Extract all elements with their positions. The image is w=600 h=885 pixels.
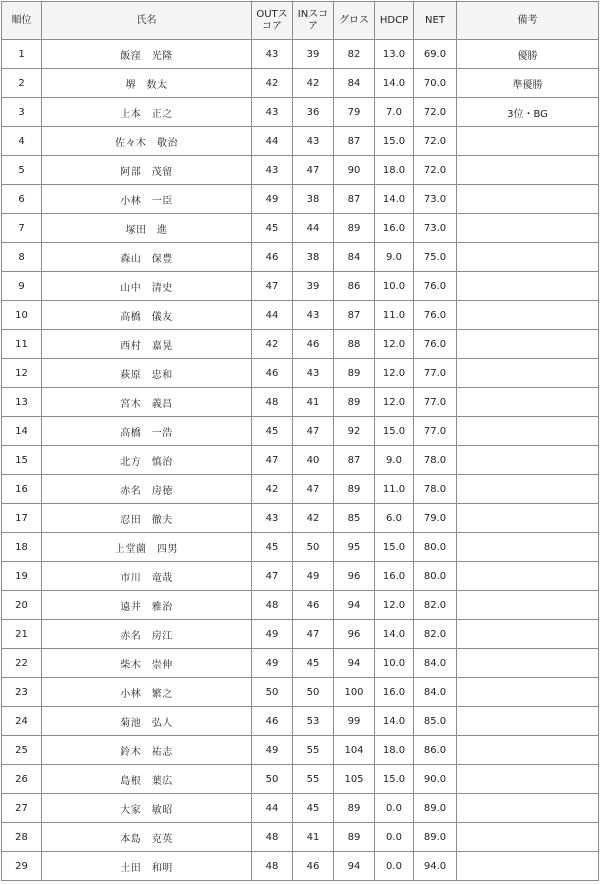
cell-note <box>457 591 599 620</box>
cell-out-score: 43 <box>252 98 293 127</box>
cell-rank: 21 <box>2 620 42 649</box>
cell-net: 73.0 <box>414 185 457 214</box>
cell-net: 72.0 <box>414 156 457 185</box>
cell-gross: 79 <box>334 98 375 127</box>
cell-net: 86.0 <box>414 736 457 765</box>
table-row <box>2 591 599 620</box>
cell-note <box>457 330 599 359</box>
cell-net: 90.0 <box>414 765 457 794</box>
cell-note <box>457 156 599 185</box>
cell-name: 宮木 義昌 <box>42 388 252 417</box>
table-row <box>2 736 599 765</box>
cell-name: 西村 嘉晃 <box>42 330 252 359</box>
table-row <box>2 533 599 562</box>
cell-in-score: 45 <box>293 649 334 678</box>
cell-out-score: 46 <box>252 359 293 388</box>
cell-note <box>457 620 599 649</box>
cell-rank: 20 <box>2 591 42 620</box>
cell-net: 70.0 <box>414 69 457 98</box>
cell-hdcp: 14.0 <box>375 185 414 214</box>
cell-name: 市川 竜哉 <box>42 562 252 591</box>
cell-hdcp: 7.0 <box>375 98 414 127</box>
table-row <box>2 156 599 185</box>
cell-gross: 89 <box>334 823 375 852</box>
cell-out-score: 48 <box>252 388 293 417</box>
cell-in-score: 50 <box>293 533 334 562</box>
cell-name: 赤名 房徳 <box>42 475 252 504</box>
cell-hdcp: 18.0 <box>375 156 414 185</box>
cell-name: 萩原 忠和 <box>42 359 252 388</box>
table-row <box>2 417 599 446</box>
cell-name: 島根 葉広 <box>42 765 252 794</box>
cell-net: 73.0 <box>414 214 457 243</box>
cell-out-score: 49 <box>252 620 293 649</box>
cell-net: 82.0 <box>414 591 457 620</box>
cell-net: 69.0 <box>414 40 457 69</box>
cell-hdcp: 9.0 <box>375 446 414 475</box>
table-row <box>2 823 599 852</box>
cell-gross: 84 <box>334 243 375 272</box>
cell-in-score: 49 <box>293 562 334 591</box>
table-row <box>2 272 599 301</box>
table-row <box>2 475 599 504</box>
cell-name: 高橋 一浩 <box>42 417 252 446</box>
cell-name: 小林 一臣 <box>42 185 252 214</box>
cell-gross: 89 <box>334 475 375 504</box>
cell-out-score: 50 <box>252 765 293 794</box>
cell-rank: 25 <box>2 736 42 765</box>
cell-out-score: 49 <box>252 185 293 214</box>
cell-out-score: 47 <box>252 272 293 301</box>
header-in-score: INスコア <box>293 2 334 40</box>
cell-in-score: 55 <box>293 765 334 794</box>
table-body <box>2 40 599 881</box>
cell-note <box>457 388 599 417</box>
table-row <box>2 214 599 243</box>
cell-note <box>457 185 599 214</box>
cell-note <box>457 649 599 678</box>
cell-gross: 86 <box>334 272 375 301</box>
table-row <box>2 707 599 736</box>
cell-hdcp: 12.0 <box>375 388 414 417</box>
cell-hdcp: 11.0 <box>375 301 414 330</box>
cell-note <box>457 272 599 301</box>
cell-in-score: 53 <box>293 707 334 736</box>
header-rank: 順位 <box>2 2 42 40</box>
cell-out-score: 48 <box>252 852 293 881</box>
cell-hdcp: 15.0 <box>375 533 414 562</box>
header-out-score: OUTスコア <box>252 2 293 40</box>
cell-name: 菊池 弘人 <box>42 707 252 736</box>
cell-net: 89.0 <box>414 823 457 852</box>
cell-name: 堺 数太 <box>42 69 252 98</box>
cell-gross: 87 <box>334 127 375 156</box>
cell-in-score: 42 <box>293 69 334 98</box>
table-row <box>2 852 599 881</box>
cell-gross: 92 <box>334 417 375 446</box>
cell-hdcp: 15.0 <box>375 765 414 794</box>
cell-hdcp: 10.0 <box>375 272 414 301</box>
cell-note <box>457 765 599 794</box>
cell-rank: 12 <box>2 359 42 388</box>
results-table <box>1 1 599 881</box>
table-row <box>2 504 599 533</box>
cell-rank: 27 <box>2 794 42 823</box>
header-note: 備考 <box>457 2 599 40</box>
cell-rank: 3 <box>2 98 42 127</box>
cell-note <box>457 823 599 852</box>
cell-net: 80.0 <box>414 533 457 562</box>
cell-hdcp: 0.0 <box>375 852 414 881</box>
cell-hdcp: 16.0 <box>375 562 414 591</box>
cell-hdcp: 18.0 <box>375 736 414 765</box>
cell-in-score: 47 <box>293 417 334 446</box>
table-row <box>2 562 599 591</box>
cell-name: 高橋 儀友 <box>42 301 252 330</box>
cell-hdcp: 12.0 <box>375 359 414 388</box>
cell-name: 土田 和明 <box>42 852 252 881</box>
cell-out-score: 48 <box>252 823 293 852</box>
cell-rank: 29 <box>2 852 42 881</box>
cell-gross: 100 <box>334 678 375 707</box>
cell-gross: 82 <box>334 40 375 69</box>
cell-name: 大家 敏昭 <box>42 794 252 823</box>
cell-out-score: 45 <box>252 533 293 562</box>
cell-name: 本島 克英 <box>42 823 252 852</box>
cell-note: 準優勝 <box>457 69 599 98</box>
cell-note <box>457 852 599 881</box>
cell-in-score: 43 <box>293 127 334 156</box>
cell-gross: 89 <box>334 359 375 388</box>
table-row <box>2 794 599 823</box>
cell-in-score: 38 <box>293 185 334 214</box>
cell-gross: 96 <box>334 562 375 591</box>
cell-net: 77.0 <box>414 388 457 417</box>
cell-name: 遠井 雅治 <box>42 591 252 620</box>
cell-gross: 94 <box>334 649 375 678</box>
cell-rank: 16 <box>2 475 42 504</box>
cell-name: 飯窪 光隆 <box>42 40 252 69</box>
cell-hdcp: 15.0 <box>375 417 414 446</box>
cell-rank: 13 <box>2 388 42 417</box>
cell-gross: 85 <box>334 504 375 533</box>
cell-hdcp: 16.0 <box>375 214 414 243</box>
table-row <box>2 359 599 388</box>
cell-hdcp: 9.0 <box>375 243 414 272</box>
cell-net: 89.0 <box>414 794 457 823</box>
cell-net: 77.0 <box>414 417 457 446</box>
cell-in-score: 47 <box>293 620 334 649</box>
table-row <box>2 649 599 678</box>
cell-rank: 5 <box>2 156 42 185</box>
cell-name: 塚田 進 <box>42 214 252 243</box>
cell-out-score: 45 <box>252 417 293 446</box>
cell-note <box>457 214 599 243</box>
cell-in-score: 46 <box>293 852 334 881</box>
cell-gross: 99 <box>334 707 375 736</box>
cell-in-score: 41 <box>293 388 334 417</box>
cell-hdcp: 16.0 <box>375 678 414 707</box>
cell-gross: 105 <box>334 765 375 794</box>
table-row <box>2 69 599 98</box>
cell-in-score: 39 <box>293 40 334 69</box>
cell-rank: 23 <box>2 678 42 707</box>
cell-hdcp: 12.0 <box>375 330 414 359</box>
cell-in-score: 36 <box>293 98 334 127</box>
cell-rank: 4 <box>2 127 42 156</box>
table-row <box>2 446 599 475</box>
cell-name: 佐々木 敬治 <box>42 127 252 156</box>
cell-note <box>457 504 599 533</box>
cell-rank: 24 <box>2 707 42 736</box>
cell-in-score: 55 <box>293 736 334 765</box>
cell-note <box>457 736 599 765</box>
cell-gross: 94 <box>334 591 375 620</box>
cell-gross: 104 <box>334 736 375 765</box>
cell-name: 忍田 徹夫 <box>42 504 252 533</box>
cell-note <box>457 359 599 388</box>
header-row <box>2 2 599 40</box>
cell-gross: 89 <box>334 388 375 417</box>
cell-name: 小林 繁之 <box>42 678 252 707</box>
header-name: 氏名 <box>42 2 252 40</box>
cell-name: 森山 保豊 <box>42 243 252 272</box>
cell-in-score: 44 <box>293 214 334 243</box>
table-row <box>2 98 599 127</box>
table-row <box>2 127 599 156</box>
table-row <box>2 330 599 359</box>
cell-net: 72.0 <box>414 127 457 156</box>
cell-net: 82.0 <box>414 620 457 649</box>
table-row <box>2 620 599 649</box>
cell-net: 80.0 <box>414 562 457 591</box>
cell-note <box>457 678 599 707</box>
cell-gross: 88 <box>334 330 375 359</box>
cell-in-score: 41 <box>293 823 334 852</box>
cell-net: 77.0 <box>414 359 457 388</box>
cell-in-score: 45 <box>293 794 334 823</box>
cell-rank: 6 <box>2 185 42 214</box>
cell-name: 赤名 房江 <box>42 620 252 649</box>
cell-hdcp: 15.0 <box>375 127 414 156</box>
cell-in-score: 47 <box>293 475 334 504</box>
cell-out-score: 44 <box>252 301 293 330</box>
cell-rank: 8 <box>2 243 42 272</box>
cell-name: 柴木 崇伸 <box>42 649 252 678</box>
cell-net: 84.0 <box>414 678 457 707</box>
cell-rank: 14 <box>2 417 42 446</box>
cell-out-score: 47 <box>252 562 293 591</box>
cell-rank: 26 <box>2 765 42 794</box>
cell-name: 阿部 茂留 <box>42 156 252 185</box>
cell-in-score: 47 <box>293 156 334 185</box>
cell-out-score: 43 <box>252 40 293 69</box>
cell-in-score: 42 <box>293 504 334 533</box>
cell-gross: 87 <box>334 185 375 214</box>
cell-hdcp: 6.0 <box>375 504 414 533</box>
cell-hdcp: 11.0 <box>375 475 414 504</box>
cell-note <box>457 446 599 475</box>
cell-hdcp: 13.0 <box>375 40 414 69</box>
cell-in-score: 46 <box>293 591 334 620</box>
cell-rank: 1 <box>2 40 42 69</box>
cell-net: 85.0 <box>414 707 457 736</box>
table-row <box>2 388 599 417</box>
cell-rank: 15 <box>2 446 42 475</box>
cell-out-score: 48 <box>252 591 293 620</box>
cell-gross: 87 <box>334 301 375 330</box>
cell-in-score: 38 <box>293 243 334 272</box>
cell-in-score: 40 <box>293 446 334 475</box>
cell-out-score: 49 <box>252 649 293 678</box>
header-net: NET <box>414 2 457 40</box>
cell-rank: 7 <box>2 214 42 243</box>
header-gross: グロス <box>334 2 375 40</box>
cell-rank: 19 <box>2 562 42 591</box>
cell-out-score: 42 <box>252 330 293 359</box>
table-row <box>2 243 599 272</box>
cell-in-score: 46 <box>293 330 334 359</box>
cell-net: 76.0 <box>414 330 457 359</box>
cell-note <box>457 562 599 591</box>
cell-net: 79.0 <box>414 504 457 533</box>
cell-hdcp: 14.0 <box>375 620 414 649</box>
cell-gross: 94 <box>334 852 375 881</box>
cell-gross: 90 <box>334 156 375 185</box>
cell-gross: 89 <box>334 794 375 823</box>
cell-gross: 95 <box>334 533 375 562</box>
cell-name: 鈴木 祐志 <box>42 736 252 765</box>
cell-note <box>457 127 599 156</box>
cell-out-score: 43 <box>252 504 293 533</box>
cell-in-score: 43 <box>293 359 334 388</box>
cell-rank: 28 <box>2 823 42 852</box>
cell-rank: 17 <box>2 504 42 533</box>
cell-note <box>457 533 599 562</box>
cell-rank: 18 <box>2 533 42 562</box>
cell-rank: 11 <box>2 330 42 359</box>
cell-out-score: 43 <box>252 156 293 185</box>
cell-note <box>457 301 599 330</box>
cell-note <box>457 417 599 446</box>
cell-net: 76.0 <box>414 272 457 301</box>
cell-out-score: 44 <box>252 127 293 156</box>
cell-rank: 22 <box>2 649 42 678</box>
table-header <box>2 2 599 40</box>
cell-hdcp: 0.0 <box>375 794 414 823</box>
cell-name: 上本 正之 <box>42 98 252 127</box>
cell-hdcp: 10.0 <box>375 649 414 678</box>
cell-hdcp: 14.0 <box>375 707 414 736</box>
cell-net: 94.0 <box>414 852 457 881</box>
cell-note <box>457 475 599 504</box>
cell-note: 優勝 <box>457 40 599 69</box>
cell-out-score: 42 <box>252 475 293 504</box>
cell-hdcp: 14.0 <box>375 69 414 98</box>
cell-note <box>457 243 599 272</box>
cell-out-score: 42 <box>252 69 293 98</box>
cell-note: 3位・BG <box>457 98 599 127</box>
cell-out-score: 49 <box>252 736 293 765</box>
table-row <box>2 765 599 794</box>
cell-name: 北方 慎治 <box>42 446 252 475</box>
cell-rank: 10 <box>2 301 42 330</box>
cell-net: 76.0 <box>414 301 457 330</box>
header-hdcp: HDCP <box>375 2 414 40</box>
table-row <box>2 185 599 214</box>
cell-net: 84.0 <box>414 649 457 678</box>
cell-out-score: 45 <box>252 214 293 243</box>
cell-gross: 89 <box>334 214 375 243</box>
cell-out-score: 44 <box>252 794 293 823</box>
cell-out-score: 47 <box>252 446 293 475</box>
cell-gross: 87 <box>334 446 375 475</box>
cell-rank: 9 <box>2 272 42 301</box>
cell-in-score: 43 <box>293 301 334 330</box>
cell-net: 78.0 <box>414 446 457 475</box>
cell-name: 山中 清史 <box>42 272 252 301</box>
cell-out-score: 50 <box>252 678 293 707</box>
cell-out-score: 46 <box>252 707 293 736</box>
cell-net: 75.0 <box>414 243 457 272</box>
cell-gross: 96 <box>334 620 375 649</box>
cell-net: 78.0 <box>414 475 457 504</box>
table-row <box>2 301 599 330</box>
cell-in-score: 39 <box>293 272 334 301</box>
cell-rank: 2 <box>2 69 42 98</box>
cell-note <box>457 707 599 736</box>
cell-out-score: 46 <box>252 243 293 272</box>
cell-name: 上堂薗 四男 <box>42 533 252 562</box>
cell-net: 72.0 <box>414 98 457 127</box>
cell-hdcp: 0.0 <box>375 823 414 852</box>
cell-hdcp: 12.0 <box>375 591 414 620</box>
table-row <box>2 678 599 707</box>
table-row <box>2 40 599 69</box>
cell-in-score: 50 <box>293 678 334 707</box>
cell-note <box>457 794 599 823</box>
cell-gross: 84 <box>334 69 375 98</box>
